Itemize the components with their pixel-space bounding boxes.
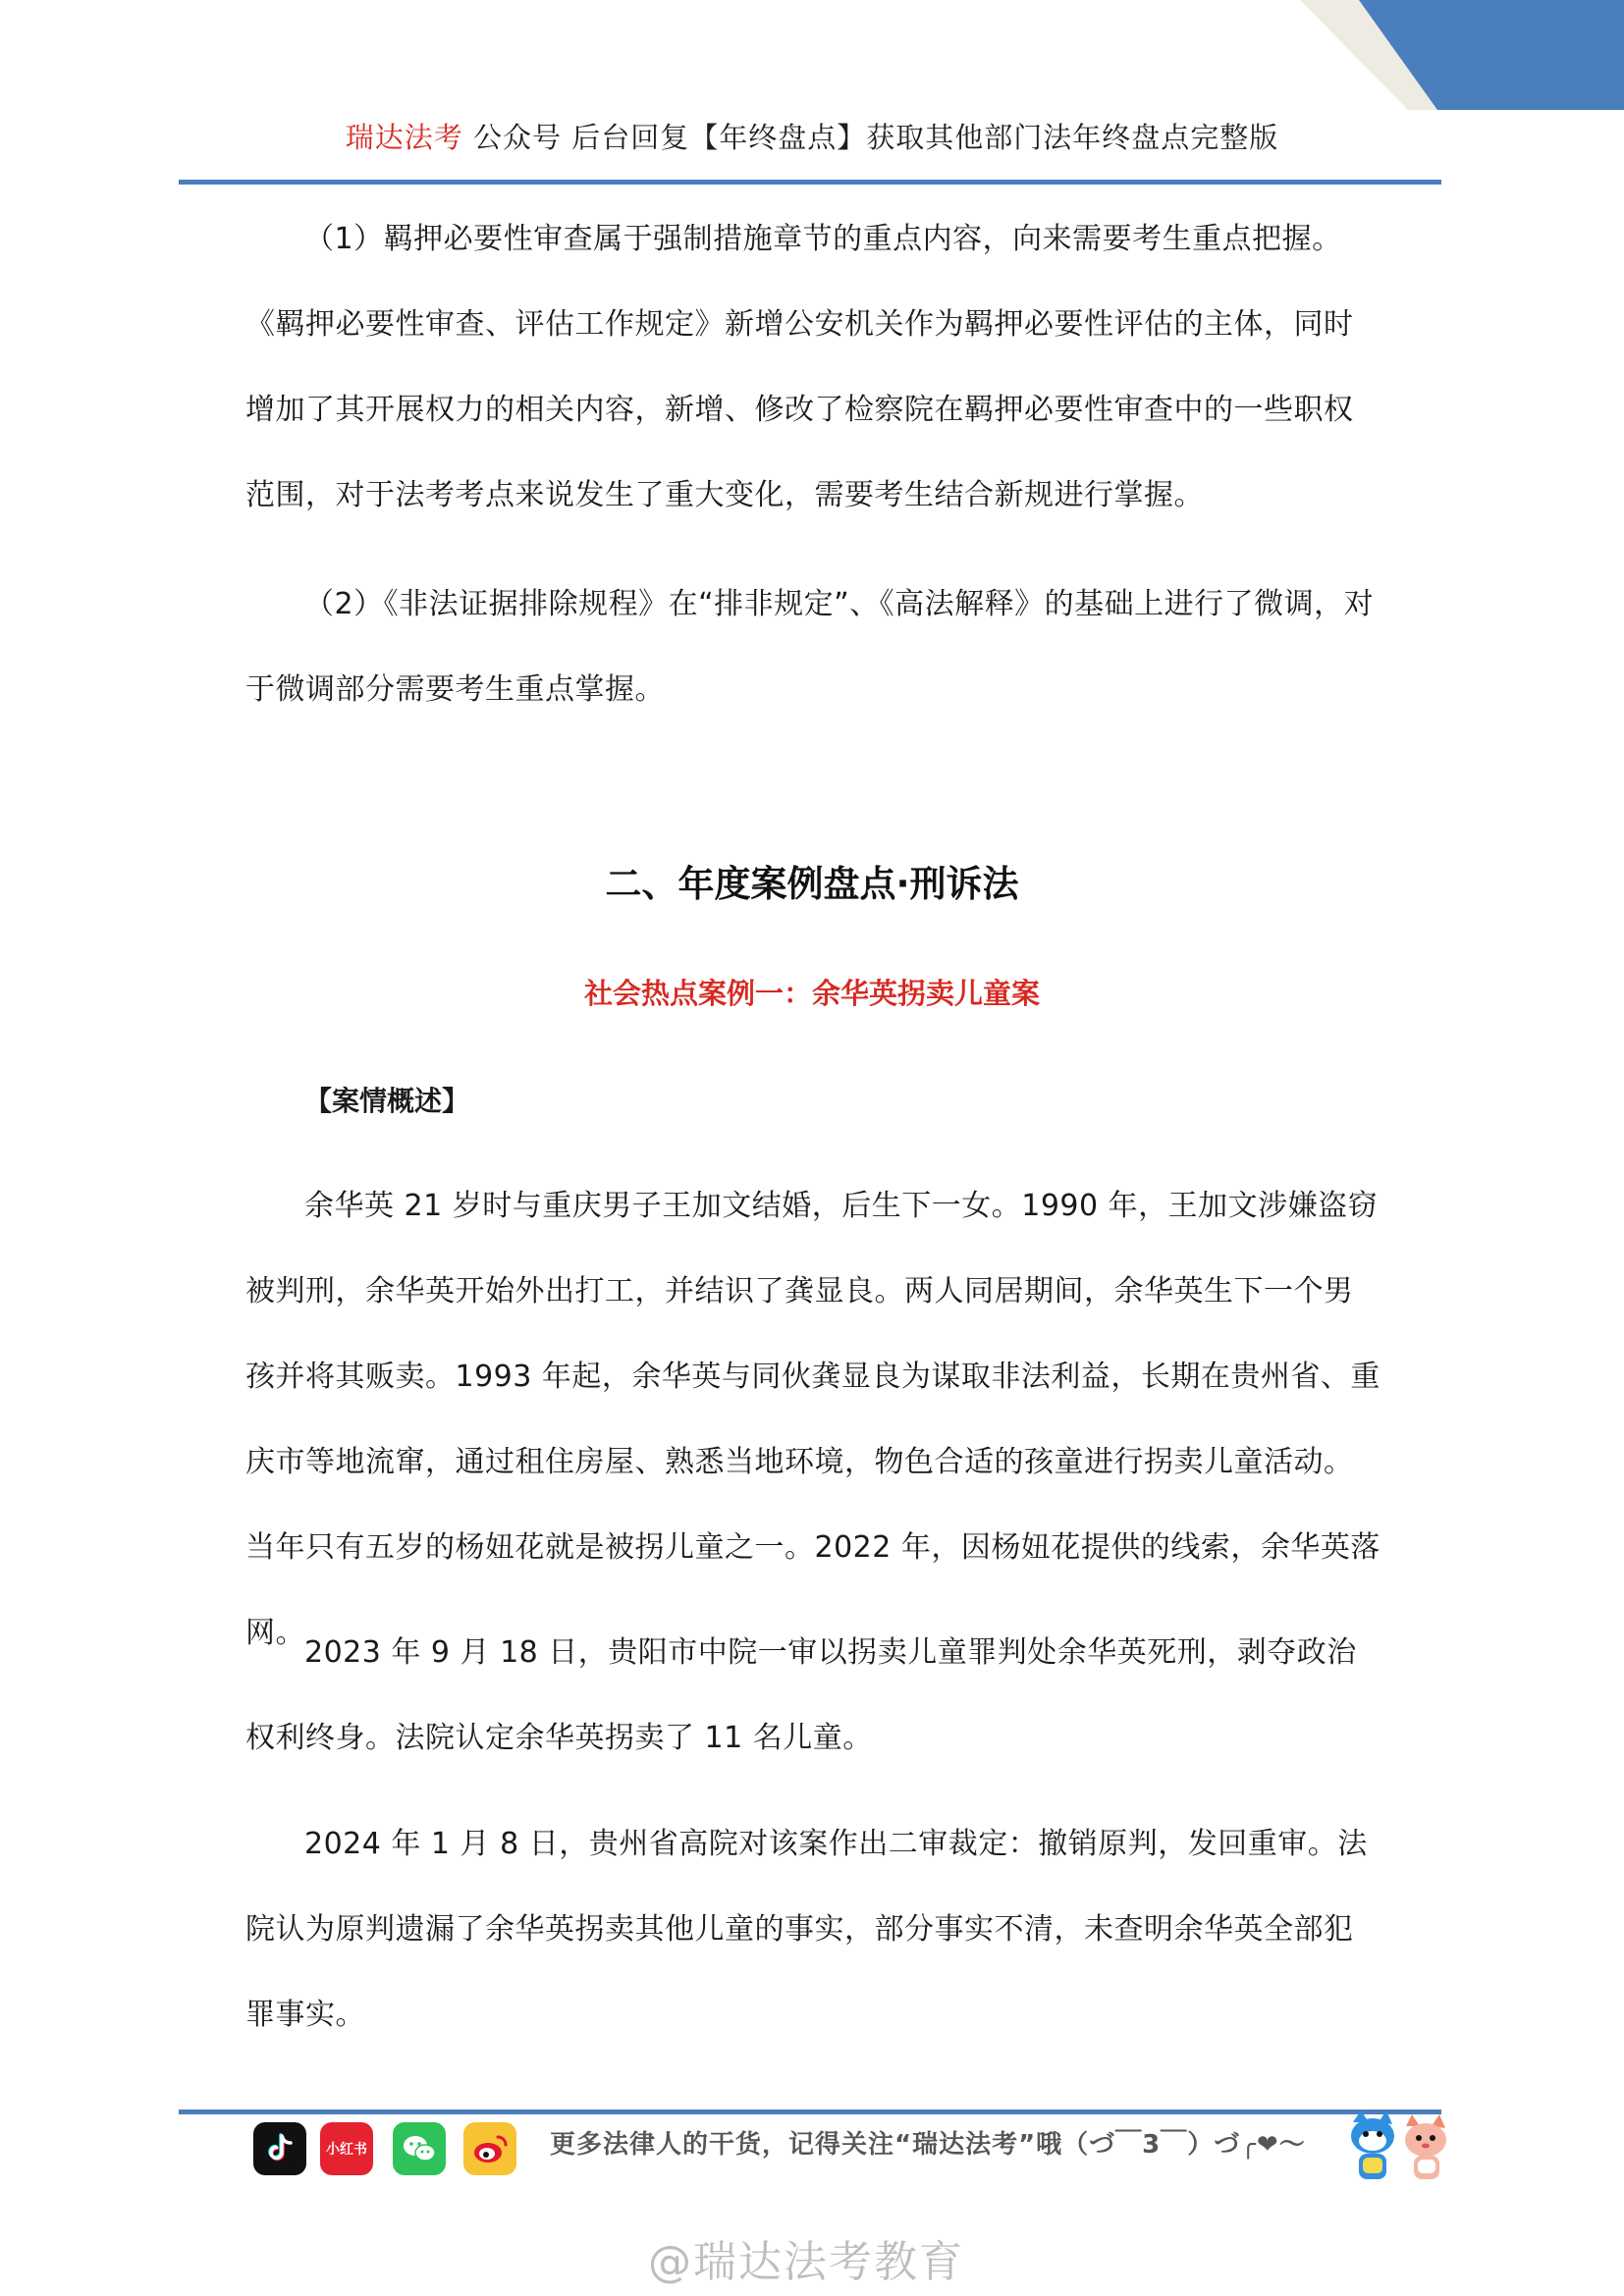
weibo-watermark: @瑞达法考教育 xyxy=(648,2237,964,2287)
case-paragraph-1: 余华英 21 岁时与重庆男子王加文结婚，后生下一女。1990 年，王加文涉嫌盗窃被判刑，余华英开始外出打工，并结识了龚显良。两人同居期间，余华英生下一个男孩并将其贩卖。1993 年起，余华英与同伙龚显良为谋取非法利益，长期在贵州省、重庆市等地流窜，通过租住房屋、熟悉当地环境，物色合适的孩童进行拐卖儿童活动。当年只有五岁的杨妞花就是被拐儿童之一。2022 年，因杨妞花提供的线索，余华英落网。 xyxy=(245,1189,1380,1650)
weibo-icon[interactable] xyxy=(463,2122,516,2175)
case-paragraph-2: 2023 年 9 月 18 日，贵阳市中院一审以拐卖儿童罪判处余华英死刑，剥夺政治权利终身。法院认定余华英拐卖了 11 名儿童。 xyxy=(245,1635,1357,1755)
case-paragraph-3: 2024 年 1 月 8 日，贵州省高院对该案作出二审裁定：撤销原判，发回重审。法院认为原判遗漏了余华英拐卖其他儿童的事实，部分事实不清，未查明余华英全部犯罪事实。 xyxy=(245,1827,1368,2032)
paragraph-2: （2）《非法证据排除规程》在“排非规定”、《高法解释》的基础上进行了微调，对于微调部分需要考生重点掌握。 xyxy=(245,587,1375,707)
corner-decoration xyxy=(1300,0,1624,110)
header-brand: 瑞达法考 xyxy=(345,121,463,154)
footer-text: 更多法律人的干货，记得关注“瑞达法考”哦（づ￣3￣）づ╭❤～ xyxy=(550,2130,1306,2160)
header-text: 公众号 后台回复【年终盘点】获取其他部门法年终盘点完整版 xyxy=(462,121,1279,154)
page-header xyxy=(0,116,1624,156)
mascot-illustration xyxy=(1345,2109,1455,2189)
case-summary-label: 【案情概述】 xyxy=(304,1085,470,1117)
xiaohongshu-label: 小红书 xyxy=(326,2142,367,2158)
footer-divider xyxy=(179,2109,1441,2114)
case-title: 社会热点案例一：余华英拐卖儿童案 xyxy=(583,977,1040,1010)
section-title: 二、年度案例盘点·刑诉法 xyxy=(605,863,1019,905)
xiaohongshu-icon[interactable] xyxy=(320,2122,373,2175)
douyin-icon[interactable] xyxy=(253,2122,306,2175)
wechat-icon[interactable] xyxy=(393,2122,446,2175)
header-divider xyxy=(179,180,1441,185)
paragraph-1: （1）羁押必要性审查属于强制措施章节的重点内容，向来需要考生重点把握。《羁押必要性审查、评估工作规定》新增公安机关作为羁押必要性评估的主体，同时增加了其开展权力的相关内容，新增、修改了检察院在羁押必要性审查中的一些职权范围，对于法考考点来说发生了重大变化，需要考生结合新规进行掌握。 xyxy=(245,222,1354,512)
